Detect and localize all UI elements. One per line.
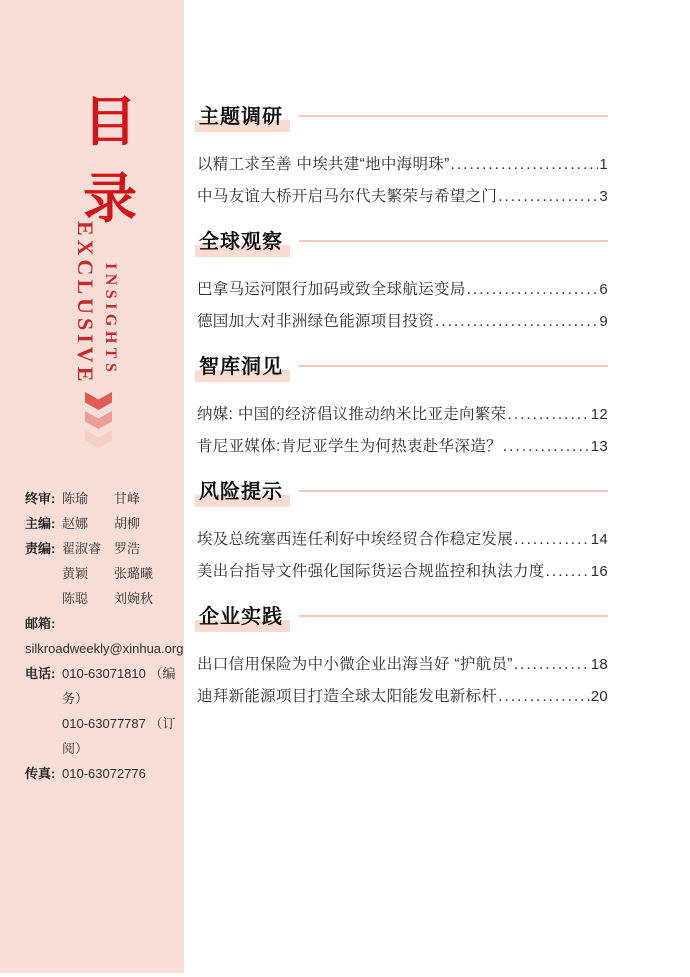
- toc-title-char-2: 录: [83, 169, 137, 229]
- section-title: 全球观察: [197, 225, 285, 254]
- toc-main: [197, 0, 608, 726]
- credit-row: [25, 486, 183, 511]
- chevron-down-icon: [85, 392, 112, 410]
- credit-label: 责编:: [25, 541, 56, 556]
- credit-name: 罗浩: [114, 541, 141, 556]
- toc-entry: [197, 527, 608, 548]
- phone-number: 010-63071810 （编务）: [62, 666, 176, 706]
- email-label: 邮箱:: [25, 616, 56, 631]
- toc-entry: [197, 152, 608, 173]
- chevron-down-icons: [85, 392, 112, 449]
- page-number: 16: [590, 563, 608, 580]
- toc-section-4: [197, 476, 608, 580]
- leader-dots: [503, 438, 590, 456]
- entry-title: 德国加大对非洲绿色能源项目投资: [197, 313, 435, 330]
- leader-dots: [507, 406, 589, 424]
- toc-section-5: [197, 601, 608, 705]
- toc-entry: [197, 559, 608, 580]
- leader-dots: [514, 531, 590, 549]
- leader-dots: [546, 563, 590, 581]
- page-number: 18: [590, 656, 608, 673]
- entry-title: 以精工求至善 中埃共建“地中海明珠”: [197, 156, 450, 173]
- phone-label-spacer: [25, 711, 62, 761]
- toc-section-3: [197, 351, 608, 455]
- credit-label: [25, 586, 62, 611]
- page-number: 6: [599, 281, 608, 298]
- section-rule: [299, 115, 608, 117]
- credit-name: 赵娜: [62, 516, 89, 531]
- phone-number: 010-63077787 （订阅）: [62, 716, 176, 756]
- entry-title: 肯尼亚媒体:肯尼亚学生为何热衷赴华深造？: [197, 438, 502, 455]
- entry-title: 中马友谊大桥开启马尔代夫繁荣与希望之门: [197, 188, 498, 205]
- entry-title: 埃及总统塞西连任利好中埃经贸合作稳定发展: [197, 531, 514, 548]
- toc-entry: [197, 277, 608, 298]
- entry-title: 巴拿马运河限行加码或致全球航运变局: [197, 281, 466, 298]
- sidebar: [0, 0, 184, 973]
- section-header: [197, 351, 608, 378]
- leader-dots: [451, 156, 599, 174]
- credit-name: 陈瑜: [62, 491, 89, 506]
- credit-name: 陈聪: [62, 591, 89, 606]
- section-title: 企业实践: [197, 600, 285, 629]
- section-header: [197, 476, 608, 503]
- fax-number: 010-63072776: [62, 766, 146, 781]
- toc-title-char-1: 目: [83, 92, 137, 152]
- chevron-down-icon: [85, 430, 112, 448]
- leader-dots: [467, 281, 599, 299]
- section-header: [197, 601, 608, 628]
- entry-title: 出口信用保险为中小微企业出海当好 “护航员”: [197, 656, 513, 673]
- leader-dots: [498, 188, 598, 206]
- toc-entry: [197, 652, 608, 673]
- phone-row-1: [25, 661, 183, 711]
- credit-row: [25, 561, 183, 586]
- credit-row: [25, 511, 183, 536]
- fax-label: 传真:: [25, 766, 56, 781]
- entry-title: 纳媒: 中国的经济倡议推动纳米比亚走向繁荣: [197, 406, 507, 423]
- section-header: [197, 101, 608, 128]
- entry-title: 迪拜新能源项目打造全球太阳能发电新标杆: [197, 688, 498, 705]
- section-rule: [299, 615, 608, 617]
- fax-row: [25, 761, 183, 786]
- section-rule: [299, 490, 608, 492]
- credits-block: [25, 486, 183, 786]
- page-number: 12: [590, 406, 608, 423]
- chevron-down-icon: [85, 411, 112, 429]
- credit-row: [25, 586, 183, 611]
- leader-dots: [514, 656, 590, 674]
- page-number: 1: [599, 156, 608, 173]
- credit-name: 黄颖: [62, 566, 89, 581]
- toc-entry: [197, 309, 608, 330]
- tagline-exclusive: EXCLUSIVE: [73, 221, 98, 386]
- email-label-row: [25, 611, 183, 636]
- section-header: [197, 226, 608, 253]
- credit-label: 主编:: [25, 516, 56, 531]
- phone-row-2: [25, 711, 183, 761]
- section-title: 风险提示: [197, 475, 285, 504]
- toc-title: [81, 84, 139, 238]
- page-number: 20: [590, 688, 608, 705]
- leader-dots: [498, 688, 590, 706]
- email-row: [25, 636, 183, 661]
- page-number: 13: [590, 438, 608, 455]
- page-number: 14: [590, 531, 608, 548]
- credit-row: [25, 536, 183, 561]
- section-rule: [299, 240, 608, 242]
- toc-section-1: [197, 101, 608, 205]
- credit-label: [25, 561, 62, 586]
- credit-name: 胡柳: [114, 516, 141, 531]
- credit-name: 翟淑睿: [62, 541, 102, 556]
- vertical-tagline: [72, 221, 119, 385]
- section-rule: [299, 365, 608, 367]
- toc-entry: [197, 184, 608, 205]
- section-title: 主题调研: [197, 100, 285, 129]
- credit-name: 刘婉秋: [114, 591, 154, 606]
- toc-entry: [197, 434, 608, 455]
- credit-label: 终审:: [25, 491, 56, 506]
- tagline-insights: INSIGHTS: [102, 263, 119, 377]
- leader-dots: [435, 313, 598, 331]
- toc-entry: [197, 402, 608, 423]
- phone-label: 电话:: [25, 666, 56, 681]
- credit-name: 甘峰: [114, 491, 141, 506]
- section-title: 智库洞见: [197, 350, 285, 379]
- entry-title: 美出台指导文件强化国际货运合规监控和执法力度: [197, 563, 545, 580]
- toc-entry: [197, 684, 608, 705]
- credit-name: 张璐曦: [114, 566, 154, 581]
- page-number: 9: [599, 313, 608, 330]
- email-address: silkroadweekly@xinhua.org: [25, 641, 184, 656]
- page-number: 3: [599, 188, 608, 205]
- toc-section-2: [197, 226, 608, 330]
